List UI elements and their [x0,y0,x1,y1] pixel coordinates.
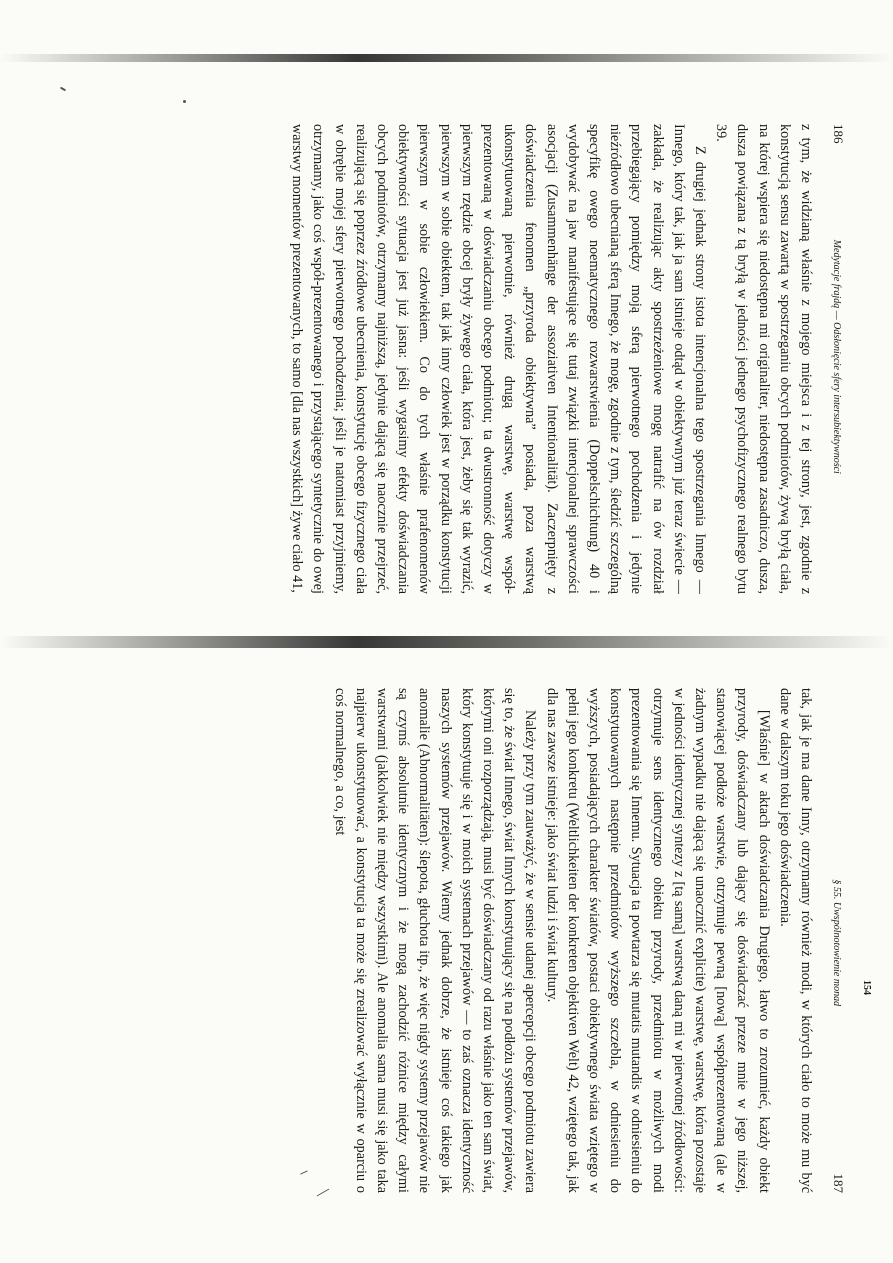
page-186 [76,124,846,594]
running-head-title: § 55. Uwspólnotowienie monad [831,879,842,1007]
running-head-lower [824,688,846,1193]
page-number: 187 [831,1173,846,1193]
running-head-upper [824,124,846,594]
paragraph: tak, jak je ma dane Inny, otrzymamy również modi, w których ciało to może mu być dane w dalszym toku jego doświadczenia. [776,688,814,1193]
paragraph: Należy przy tym zauważyć, że w sensie udanej apercepcji obcego podmiotu zawiera się to, że świat Innego, świat Innych konstytuujący się na podłożu systemów przejawów, którymi oni rozporządzają, musi być doświadczany od razu właśnie jako ten sam świat, który konstytuuje się i w moich systemach przejawów — to zaś oznacza identyczność naszych systemów przejawów. Wiemy jednak dobrze, że istnieje coś takiego jak anomalie (Abnormalitäten): ślepota, głuchota itp., że więc nigdy systemy przejawów nie są czymś absolutnie identycznym i że mogą zachodzić różnice między całymi warstwami (jakkolwiek nie między wszystkimi). Ale anomalia sama musi się jako taka najpierw ukonstytuować, a konstytucja ta może się zrealizować wyłącznie w oparciu o coś normalnego, a co, jest [331,688,539,1193]
body-text-upper [286,124,816,594]
page-number: 186 [831,124,846,144]
body-text-lower [328,688,816,1193]
paragraph: z tym, że widzianą właśnie z mojego miejsca i z tej strony, jest, zgodnie z konstytucją sensu zawartą w spostrzeganiu obcych podmiotów, żywą bryłą ciała, na której wspiera się niedostępna mi originaliter, niedostępna zasadniczo, dusza, dusza powiązana z tą bryłą w jedności jednego psychofizycznego realnego bytu 39. [713,124,814,594]
scan-speck [183,100,186,103]
page-187 [76,688,872,1193]
scan-speck [60,87,66,92]
running-head-title: Medytacje frajdą — Odsłonięcie sfery intersubiektywności [831,239,842,474]
margin-number: 154 [861,980,872,995]
paragraph: Z drugiej jednak strony istota intencjonalna tego spostrzegania Innego — Innego, który tak, jak ja sam istnieje odtąd w obiektywnym już teraz świecie — zakłada, że realizując akty spostrzeżeniowe mogę natrafić na ów rozdział przebiegający pomiędzy moją sferą pierwotnego pochodzenia i jedynie nieźródłowo ubecnianą sferą Innego, że mogę, zgodnie z tym, śledzić szczególną specyfikę owego noematycznego rozwarstwienia (Doppelschichtung) 40 i wydobywać na jaw manifestujące się tutaj związki intencjonalnej sprawczości asocjacji (Zusammenhänge der assoziativen Intentionalität). Zaczerpnięty z doświadczenia fenomen „przyroda obiektywna” posiada, poza warstwą ukonstytuowaną pierwotnie, również drugą warstwę, warstwę współ-prezentowaną w doświadczaniu obcego podmiotu; ta dwustronność dotyczy w pierwszym rzędzie obcej bryły żywego ciała, która jest, żeby się tak wyrazić, pierwszym w sobie obiektem, tak jak inny człowiek jest w porządku konstytucji pierwszym w sobie człowiekiem. Co do tych właśnie prafenomenów obiektywności sytuacja jest już jasna: jeśli wygasimy efekty doświadczania obcych podmiotów, otrzymamy najniższą, jedynie dającą się naocznie przejrzeć, realizującą się poprzez źródłowe ubecnienia, konstytucję obcego fizycznego ciała w obrębie mojej sfery pierwotnego pochodzenia; jeśli je natomiast przyjmiemy, otrzymamy, jako coś współ-prezentowanego i przystającego syntetycznie do owej warstwy momentów prezentowanych, to samo [dla nas wszystkich] żywe ciało 41, [289,124,708,594]
paragraph: [Właśnie] w aktach doświadczania Drugiego, łatwo to zrozumieć, każdy obiekt przyrody, doświadczany lub dający się doświadczać przeze mnie w jego niższej, stanowiącej podłoże warstwie, otrzymuje pewną [nową] współprezentowaną (ale w żadnym wypadku nie dającą się unaocznić explicite) warstwę, warstwę, która pozostaje w jedności identycznej syntezy z [tą samą] warstwą daną mi w pierwotnej źródłowości: otrzymuje sens identycznego obiektu przyrody, przedmiotu w możliwych modi prezentowania się Innemu. Sytuacja ta powtarza się mutatis mutandis w odniesieniu do konstytuowanych następnie przedmiotów wyższego szczebla, w odniesieniu do wyższych, posiadających charakter światów, postaci obiektywnego świata wziętego w pełni jego konkretu (Weltlichkeiten der konkreten objektiven Welt) 42, wziętego tak, jak dla nas zawsze istnieje: jako świat ludzi i świat kultury. [543,688,772,1193]
page-fold-shadow-middle [0,636,893,648]
page-fold-shadow-top [0,54,893,62]
